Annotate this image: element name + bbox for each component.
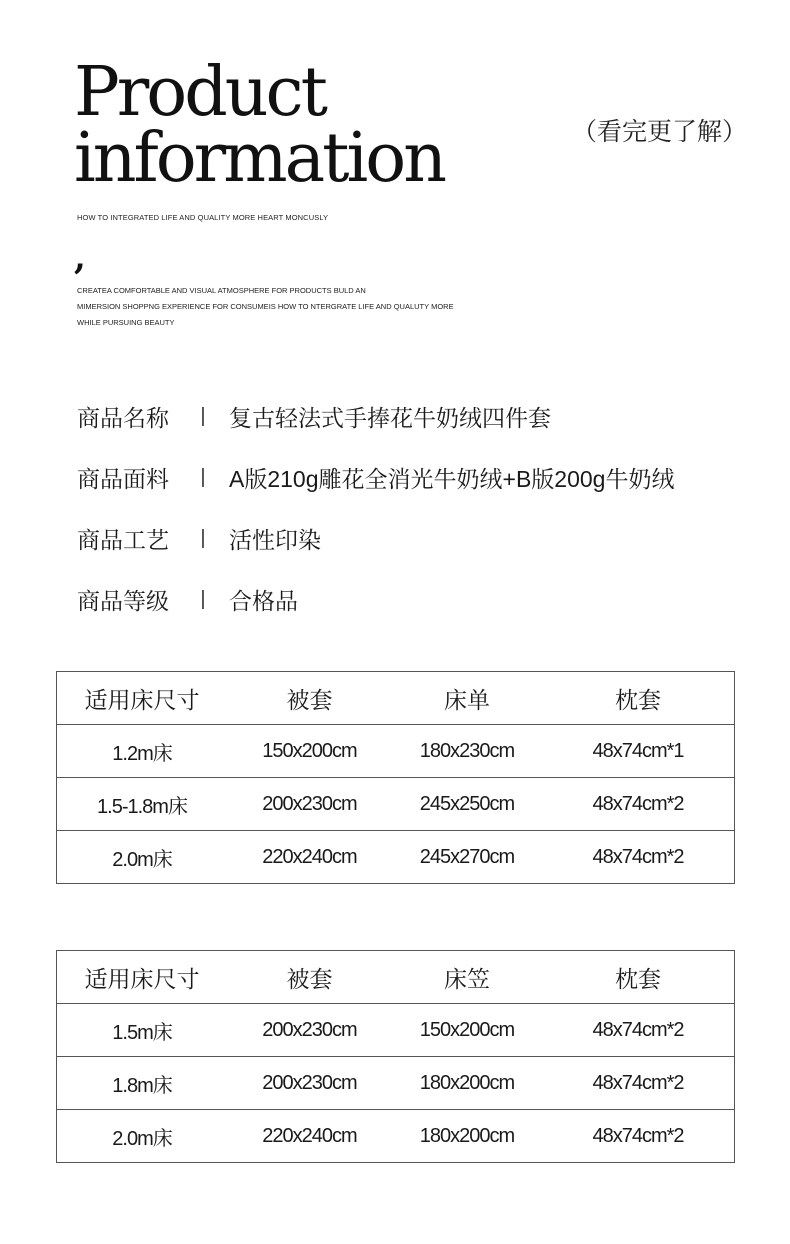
table-header-row bbox=[57, 951, 735, 1004]
table-header-cell: 被套 bbox=[286, 965, 333, 992]
info-row-fabric bbox=[77, 447, 717, 508]
tagline: HOW TO INTEGRATED LIFE AND QUALITY MORE HEART MONCUSLY bbox=[77, 213, 329, 222]
description-line: CREATEA COMFORTABLE AND VISUAL ATMOSPHERE FOR PRODUCTS BULD AN bbox=[77, 286, 366, 295]
info-separator: | bbox=[200, 588, 206, 610]
table-header-cell: 适用床尺寸 bbox=[84, 965, 200, 992]
info-row-name bbox=[77, 386, 717, 447]
table-cell: 220x240cm bbox=[227, 831, 392, 884]
table-row bbox=[57, 831, 735, 884]
table-cell: 200x230cm bbox=[227, 778, 392, 831]
info-value: 合格品 bbox=[229, 588, 298, 614]
table-cell: 48x74cm*2 bbox=[542, 1110, 735, 1163]
info-value: 活性印染 bbox=[229, 527, 321, 553]
table-cell: 245x270cm bbox=[392, 831, 542, 884]
table-header-cell: 床笠 bbox=[444, 965, 490, 992]
table-header-row bbox=[57, 672, 735, 725]
table-row bbox=[57, 778, 735, 831]
info-value: A版210g雕花全消光牛奶绒+B版200g牛奶绒 bbox=[229, 466, 675, 492]
table-cell: 1.8m床 bbox=[57, 1057, 228, 1110]
table-cell: 2.0m床 bbox=[57, 831, 228, 884]
info-label: 商品名称 bbox=[77, 405, 169, 431]
table-cell: 1.2m床 bbox=[57, 725, 228, 778]
table-cell: 48x74cm*1 bbox=[542, 725, 735, 778]
table-row bbox=[57, 1110, 735, 1163]
table-cell: 150x200cm bbox=[227, 725, 392, 778]
table-cell: 180x200cm bbox=[392, 1110, 542, 1163]
page-title bbox=[74, 53, 444, 198]
description-line: WHILE PURSUING BEAUTY bbox=[77, 318, 175, 327]
table-cell: 1.5m床 bbox=[57, 1004, 228, 1057]
size-table-fitted bbox=[56, 950, 735, 1163]
product-info-list bbox=[77, 386, 717, 630]
title-line-1: Product bbox=[74, 53, 325, 132]
table-row bbox=[57, 725, 735, 778]
table-cell: 48x74cm*2 bbox=[542, 831, 735, 884]
table-cell: 48x74cm*2 bbox=[542, 1057, 735, 1110]
table-header-cell: 枕套 bbox=[615, 686, 661, 713]
info-label: 商品工艺 bbox=[77, 527, 169, 553]
info-separator: | bbox=[200, 405, 206, 427]
table-cell: 1.5-1.8m床 bbox=[57, 778, 228, 831]
info-separator: | bbox=[200, 527, 206, 549]
table-cell: 150x200cm bbox=[392, 1004, 542, 1057]
info-row-grade bbox=[77, 569, 717, 630]
table-cell: 220x240cm bbox=[227, 1110, 392, 1163]
size-table-sheet bbox=[56, 671, 735, 884]
table-cell: 48x74cm*2 bbox=[542, 778, 735, 831]
table-header-cell: 床单 bbox=[444, 686, 490, 713]
info-label: 商品等级 bbox=[77, 588, 169, 614]
table-cell: 180x230cm bbox=[392, 725, 542, 778]
description-line: MIMERSION SHOPPNG EXPERIENCE FOR CONSUMEIS HOW TO NTERGRATE LIFE AND QUALUTY MORE bbox=[77, 302, 454, 311]
info-value: 复古轻法式手捧花牛奶绒四件套 bbox=[229, 405, 551, 431]
info-row-craft bbox=[77, 508, 717, 569]
table-cell: 245x250cm bbox=[392, 778, 542, 831]
table-header-cell: 枕套 bbox=[615, 965, 661, 992]
table-cell: 48x74cm*2 bbox=[542, 1004, 735, 1057]
title-line-2: information bbox=[74, 119, 444, 198]
table-cell: 200x230cm bbox=[227, 1004, 392, 1057]
table-cell: 200x230cm bbox=[227, 1057, 392, 1110]
table-row bbox=[57, 1057, 735, 1110]
learn-more-text: （看完更了解） bbox=[572, 118, 748, 146]
table-cell: 180x200cm bbox=[392, 1057, 542, 1110]
info-separator: | bbox=[200, 466, 206, 488]
table-header-cell: 被套 bbox=[286, 686, 333, 713]
table-row bbox=[57, 1004, 735, 1057]
description bbox=[77, 283, 537, 331]
comma-mark: , bbox=[74, 238, 86, 278]
info-label: 商品面料 bbox=[77, 466, 169, 492]
table-cell: 2.0m床 bbox=[57, 1110, 228, 1163]
table-header-cell: 适用床尺寸 bbox=[84, 686, 200, 713]
